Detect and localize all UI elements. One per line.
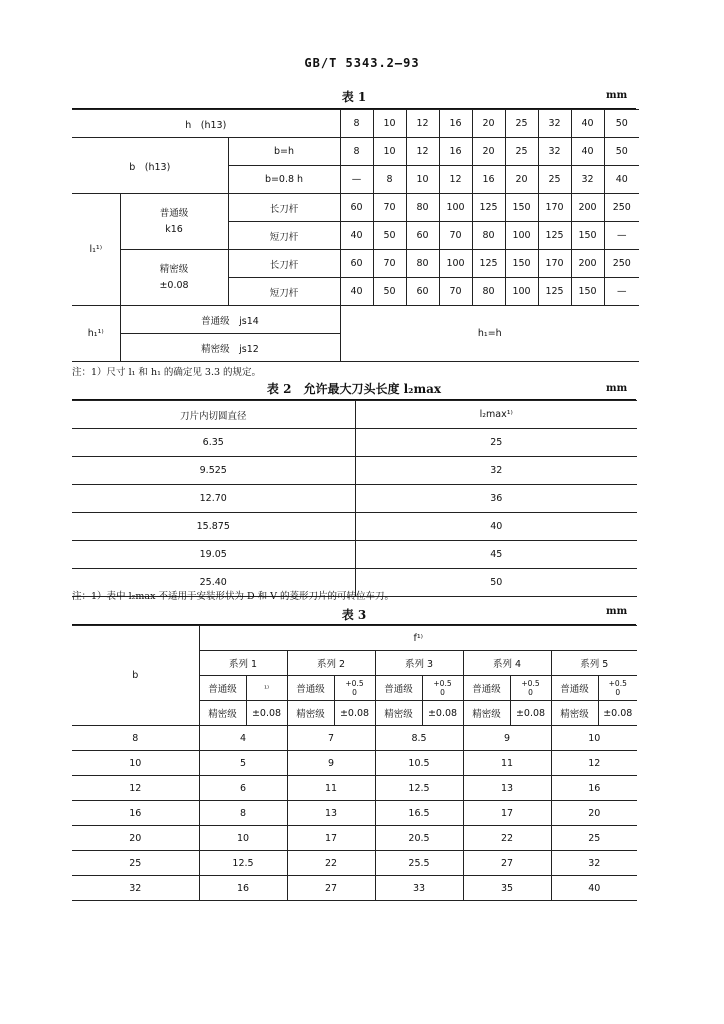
table-row (72, 485, 637, 513)
cell: 100 (439, 250, 472, 278)
cell: 12 (72, 776, 199, 801)
cell: 10 (551, 726, 637, 751)
tol-plus: +0.5 0 (334, 676, 375, 701)
cell: 50 (604, 110, 639, 138)
tol-footnote: ¹⁾ (246, 676, 287, 701)
grade-precise: 精密级 (463, 701, 510, 726)
table2-header-row (72, 401, 637, 429)
grade-precise: 精密级 (287, 701, 334, 726)
cell: 8 (340, 138, 373, 166)
cell: 6 (199, 776, 287, 801)
cell: 40 (604, 166, 639, 194)
grade-normal: 普通级 (287, 676, 334, 701)
cell: 22 (463, 826, 551, 851)
cell: 60 (340, 194, 373, 222)
cell: 20 (472, 110, 505, 138)
table-1 (72, 109, 639, 362)
cell: 12.70 (72, 485, 355, 513)
cell: 70 (373, 250, 406, 278)
row-label: 长刀杆 (228, 194, 340, 222)
cell: 16.5 (375, 801, 463, 826)
table1-row-l1-3 (72, 250, 639, 278)
grade-normal (120, 194, 228, 250)
cell: 40 (571, 110, 604, 138)
table1-unit: mm (606, 90, 628, 101)
series-1: 系列 1 (199, 651, 287, 676)
cell: 40 (340, 222, 373, 250)
grade-normal: 普通级 (199, 676, 246, 701)
cell: 16 (199, 876, 287, 901)
table2-note: 注：1）表中 l₂max 不适用于安装形状为 D 和 V 的菱形刀片的可转位车刀。 (72, 591, 395, 602)
cell: 25 (505, 138, 538, 166)
cell: 32 (72, 876, 199, 901)
row-label: 短刀杆 (228, 222, 340, 250)
cell: 8 (373, 166, 406, 194)
tol-pm: ±0.08 (334, 701, 375, 726)
table1-note: 注：1）尺寸 l₁ 和 h₁ 的确定见 3.3 的规定。 (72, 367, 262, 378)
table3-caption: 表 3 (341, 608, 367, 622)
tol-pm: ±0.08 (246, 701, 287, 726)
cell: 9 (463, 726, 551, 751)
cell: 250 (604, 194, 639, 222)
cell: 16 (72, 801, 199, 826)
grade-precise: 精密级 (375, 701, 422, 726)
cell: 20.5 (375, 826, 463, 851)
table-row (72, 751, 637, 776)
cell: 80 (472, 222, 505, 250)
table-row (72, 513, 637, 541)
tol-pm: ±0.08 (598, 701, 637, 726)
cell: 10 (72, 751, 199, 776)
f-label: f¹⁾ (199, 626, 637, 651)
cell: 25.40 (72, 569, 355, 597)
cell: 80 (472, 278, 505, 306)
cell: 100 (439, 194, 472, 222)
grade-tol: k16 (165, 223, 183, 235)
b-label: b (h13) (72, 138, 228, 194)
table-row (72, 457, 637, 485)
cell: 32 (355, 457, 637, 485)
series-5: 系列 5 (551, 651, 637, 676)
table2-caption: 表 2 允许最大刀头长度 l₂max (266, 382, 442, 396)
tol-plus: +0.5 0 (598, 676, 637, 701)
cell: 19.05 (72, 541, 355, 569)
cell: — (604, 278, 639, 306)
cell: 8.5 (375, 726, 463, 751)
cell: 10 (406, 166, 439, 194)
col-header: l₂max¹⁾ (355, 401, 637, 429)
cell: 20 (505, 166, 538, 194)
grade-name: 普通级 (159, 207, 189, 219)
cell: 15.875 (72, 513, 355, 541)
cell: 16 (439, 138, 472, 166)
cell: 12 (406, 110, 439, 138)
cell: 100 (505, 278, 538, 306)
b-label: b (72, 626, 199, 726)
grade-precise (120, 250, 228, 306)
col-header: 刀片内切圆直径 (72, 401, 355, 429)
table-row (72, 776, 637, 801)
cell: 70 (439, 222, 472, 250)
cell: 7 (287, 726, 375, 751)
cell: 150 (571, 222, 604, 250)
cell: 200 (571, 194, 604, 222)
cell: 60 (406, 278, 439, 306)
table2-unit: mm (606, 383, 628, 394)
cell: 125 (538, 278, 571, 306)
cell: 170 (538, 250, 571, 278)
cell: 60 (406, 222, 439, 250)
grade-precise: 精密级 (551, 701, 598, 726)
table-row (72, 429, 637, 457)
grade-normal: 普通级 (551, 676, 598, 701)
cell: 50 (373, 278, 406, 306)
h-label: h (h13) (72, 110, 340, 138)
cell: 36 (355, 485, 637, 513)
series-2: 系列 2 (287, 651, 375, 676)
cell: 9 (287, 751, 375, 776)
cell: 125 (472, 194, 505, 222)
table-row (72, 541, 637, 569)
cell: 20 (472, 138, 505, 166)
cell: 80 (406, 250, 439, 278)
cell: 8 (72, 726, 199, 751)
cell: 25.5 (375, 851, 463, 876)
cell: 45 (355, 541, 637, 569)
cell: 40 (551, 876, 637, 901)
cell: 8 (340, 110, 373, 138)
cell: 12 (439, 166, 472, 194)
cell: 50 (355, 569, 637, 597)
cell: 125 (538, 222, 571, 250)
cell: 20 (72, 826, 199, 851)
grade-normal: 普通级 (375, 676, 422, 701)
cell: 10 (373, 110, 406, 138)
cell: 16 (472, 166, 505, 194)
cell: 150 (505, 194, 538, 222)
table-2 (72, 400, 637, 597)
table3-header-f (72, 626, 637, 651)
cell: 17 (287, 826, 375, 851)
cell: 60 (340, 250, 373, 278)
cell: 12.5 (375, 776, 463, 801)
grade-tol: ±0.08 (159, 279, 189, 291)
cell: 6.35 (72, 429, 355, 457)
cell: 32 (538, 138, 571, 166)
tol-plus: +0.5 0 (422, 676, 463, 701)
table1-row-h (72, 110, 639, 138)
cell: 100 (505, 222, 538, 250)
table1-caption: 表 1 (341, 90, 367, 104)
table-row (72, 801, 637, 826)
cell: — (604, 222, 639, 250)
cell: 10 (373, 138, 406, 166)
cell: 32 (571, 166, 604, 194)
cell: 27 (463, 851, 551, 876)
cell: 40 (340, 278, 373, 306)
table-row (72, 726, 637, 751)
cell: 9.525 (72, 457, 355, 485)
cell: 150 (571, 278, 604, 306)
h1-grade: 精密级 js12 (120, 334, 340, 362)
cell: 8 (199, 801, 287, 826)
grade-normal: 普通级 (463, 676, 510, 701)
l1-label: l₁¹⁾ (72, 194, 120, 306)
row-label: 短刀杆 (228, 278, 340, 306)
series-4: 系列 4 (463, 651, 551, 676)
cell: 27 (287, 876, 375, 901)
cell: 17 (463, 801, 551, 826)
cell: 10 (199, 826, 287, 851)
cell: 12.5 (199, 851, 287, 876)
cell: 10.5 (375, 751, 463, 776)
row-label: b=0.8 h (228, 166, 340, 194)
cell: 70 (373, 194, 406, 222)
standard-header: GB/T 5343.2—93 (304, 56, 420, 70)
table1-row-b1 (72, 138, 639, 166)
cell: 200 (571, 250, 604, 278)
cell: 13 (463, 776, 551, 801)
cell: 13 (287, 801, 375, 826)
grade-name: 精密级 (159, 263, 189, 275)
cell: 20 (551, 801, 637, 826)
cell: 4 (199, 726, 287, 751)
cell: 11 (287, 776, 375, 801)
cell: 40 (355, 513, 637, 541)
cell: 250 (604, 250, 639, 278)
series-3: 系列 3 (375, 651, 463, 676)
row-label: 长刀杆 (228, 250, 340, 278)
cell: 11 (463, 751, 551, 776)
cell: 32 (538, 110, 571, 138)
cell: 12 (551, 751, 637, 776)
cell: 80 (406, 194, 439, 222)
cell: 12 (406, 138, 439, 166)
cell: 25 (538, 166, 571, 194)
table1-row-h1-1 (72, 306, 639, 334)
cell: 25 (355, 429, 637, 457)
tol-pm: ±0.08 (510, 701, 551, 726)
cell: 16 (551, 776, 637, 801)
table-row (72, 826, 637, 851)
tol-pm: ±0.08 (422, 701, 463, 726)
grade-precise: 精密级 (199, 701, 246, 726)
cell: 170 (538, 194, 571, 222)
table-row (72, 851, 637, 876)
cell: 70 (439, 278, 472, 306)
table-3 (72, 625, 637, 901)
cell: 50 (604, 138, 639, 166)
cell: 16 (439, 110, 472, 138)
cell: 40 (571, 138, 604, 166)
cell: 32 (551, 851, 637, 876)
h1-label: h₁¹⁾ (72, 306, 120, 362)
row-label: b=h (228, 138, 340, 166)
cell: — (340, 166, 373, 194)
cell: 25 (551, 826, 637, 851)
table1-row-l1-1 (72, 194, 639, 222)
h1-value: h₁=h (340, 306, 639, 362)
table3-unit: mm (606, 606, 628, 617)
cell: 22 (287, 851, 375, 876)
cell: 25 (505, 110, 538, 138)
h1-grade: 普通级 js14 (120, 306, 340, 334)
tol-plus: +0.5 0 (510, 676, 551, 701)
cell: 50 (373, 222, 406, 250)
cell: 25 (72, 851, 199, 876)
cell: 125 (472, 250, 505, 278)
cell: 35 (463, 876, 551, 901)
cell: 33 (375, 876, 463, 901)
table-row (72, 876, 637, 901)
cell: 5 (199, 751, 287, 776)
cell: 150 (505, 250, 538, 278)
